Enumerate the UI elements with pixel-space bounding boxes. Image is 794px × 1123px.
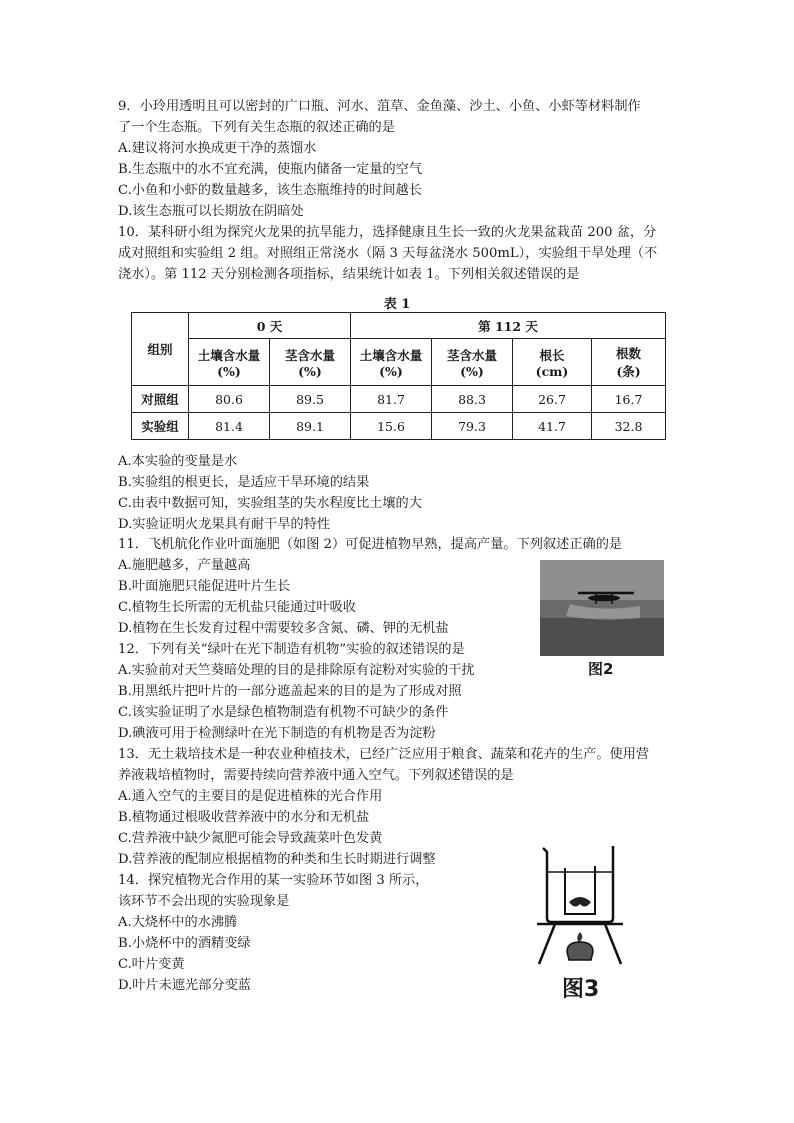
table-cell: 88.3 (432, 386, 513, 413)
row-label: 实验组 (132, 413, 189, 440)
col-header: 茎含水量 (%) (270, 339, 351, 386)
q13-stem-line2: 养液栽培植物时，需要持续向营养液中通入空气。下列叙述错误的是 (118, 768, 514, 783)
q12-option-c: C.该实验证明了水是绿色植物制造有机物不可缺少的条件 (118, 705, 449, 720)
figure-3-water-bath-apparatus (525, 840, 635, 970)
q14-stem-line1: 14．探究植物光合作用的某一实验环节如图 3 所示， (118, 873, 429, 888)
col-header: 土壤含水量 (%) (189, 339, 270, 386)
q10-option-c: C.由表中数据可知，实验组茎的失水程度比土壤的大 (118, 496, 422, 511)
q10-stem-line1: 10．某科研小组为探究火龙果的抗旱能力，选择健康且生长一致的火龙果盆栽苗 200 盆，分 (118, 225, 657, 240)
table-cell: 79.3 (432, 413, 513, 440)
col-header: 土壤含水量 (%) (351, 339, 432, 386)
figure-3-caption: 图3 (562, 977, 600, 1002)
data-table (131, 312, 666, 440)
q11-option-b: B.叶面施肥只能促进叶片生长 (118, 579, 291, 594)
table-cell: 81.4 (189, 413, 270, 440)
q13-option-b: B.植物通过根吸收营养液中的水分和无机盐 (118, 810, 370, 825)
table-cell: 15.6 (351, 413, 432, 440)
q13-option-d: D.营养液的配制应根据植物的种类和生长时期进行调整 (118, 852, 436, 867)
alcohol-lamp-icon (567, 942, 593, 960)
col-header: 茎含水量 (%) (432, 339, 513, 386)
group-header: 组别 (132, 313, 189, 386)
q9-option-b: B.生态瓶中的水不宜充满，使瓶内储备一定量的空气 (118, 162, 423, 177)
day112-header: 第 112 天 (351, 313, 666, 339)
figure-2-caption: 图2 (588, 660, 614, 678)
table-row (132, 386, 666, 413)
table-cell: 41.7 (513, 413, 592, 440)
leaf-icon (569, 897, 591, 907)
q9-option-d: D.该生态瓶可以长期放在阴暗处 (118, 204, 304, 219)
col-header: 根数 (条) (592, 339, 666, 386)
table-cell: 32.8 (592, 413, 666, 440)
q11-option-c: C.植物生长所需的无机盐只能通过叶吸收 (118, 600, 356, 615)
table-cell: 80.6 (189, 386, 270, 413)
q11-option-a: A.施肥越多，产量越高 (118, 558, 251, 573)
q13-option-a: A.通入空气的主要目的是促进植株的光合作用 (118, 789, 383, 804)
q14-option-a: A.大烧杯中的水沸腾 (118, 915, 238, 930)
small-beaker-icon (565, 866, 595, 914)
airplane-icon (540, 560, 664, 656)
q14-option-b: B.小烧杯中的酒精变绿 (118, 936, 251, 951)
q9-option-a: A.建议将河水换成更干净的蒸馏水 (118, 141, 317, 156)
q10-option-a: A.本实验的变量是水 (118, 454, 238, 469)
figure-2-airplane-photo (540, 560, 664, 656)
flame-icon (577, 932, 582, 942)
q12-option-d: D.碘液可用于检测绿叶在光下制造的有机物是否为淀粉 (118, 726, 436, 741)
q10-stem-line3: 浇水）。第 112 天分别检测各项指标，结果统计如表 1。下列相关叙述错误的是 (118, 267, 580, 282)
q12-stem: 12．下列有关“绿叶在光下制造有机物”实验的叙述错误的是 (118, 642, 465, 657)
day0-header: 0 天 (189, 313, 351, 339)
q13-option-c: C.营养液中缺少氮肥可能会导致蔬菜叶色发黄 (118, 831, 383, 846)
q12-option-b: B.用黑纸片把叶片的一部分遮盖起来的目的是为了形成对照 (118, 684, 462, 699)
row-label: 对照组 (132, 386, 189, 413)
large-beaker-icon (543, 846, 613, 922)
q11-option-d: D.植物在生长发育过程中需要较多含氮、磷、钾的无机盐 (118, 621, 449, 636)
q14-option-c: C.叶片变黄 (118, 957, 185, 972)
q12-option-a: A.实验前对天竺葵暗处理的目的是排除原有淀粉对实验的干扰 (118, 663, 475, 678)
table-cell: 89.1 (270, 413, 351, 440)
table-cell: 16.7 (592, 386, 666, 413)
q9-stem-line2: 了一个生态瓶。下列有关生态瓶的叙述正确的是 (118, 120, 395, 135)
table-cell: 89.5 (270, 386, 351, 413)
table-title: 表 1 (383, 297, 411, 312)
q10-option-d: D.实验证明火龙果具有耐干旱的特性 (118, 517, 331, 532)
table-row (132, 413, 666, 440)
q10-stem-line2: 成对照组和实验组 2 组。对照组正常浇水（隔 3 天每盆浇水 500mL），实验组干旱处理（不 (118, 246, 658, 261)
q14-stem-line2: 该环节不会出现的实验现象是 (118, 894, 290, 909)
table-cell: 26.7 (513, 386, 592, 413)
q13-stem-line1: 13．无土栽培技术是一种农业种植技术，已经广泛应用于粮食、蔬菜和花卉的生产。使用营 (118, 747, 650, 762)
q11-stem: 11．飞机航化作业叶面施肥（如图 2）可促进植物早熟，提高产量。下列叙述正确的是 (118, 537, 623, 552)
q9-option-c: C.小鱼和小虾的数量越多，该生态瓶维持的时间越长 (118, 183, 422, 198)
col-header: 根长 (cm) (513, 339, 592, 386)
q10-option-b: B.实验组的根更长，是适应干旱环境的结果 (118, 475, 370, 490)
q14-option-d: D.叶片未遮光部分变蓝 (118, 978, 251, 993)
q9-stem-line1: 9．小玲用透明且可以密封的广口瓶、河水、菹草、金鱼藻、沙土、小鱼、小虾等材料制作 (118, 99, 641, 114)
table-cell: 81.7 (351, 386, 432, 413)
